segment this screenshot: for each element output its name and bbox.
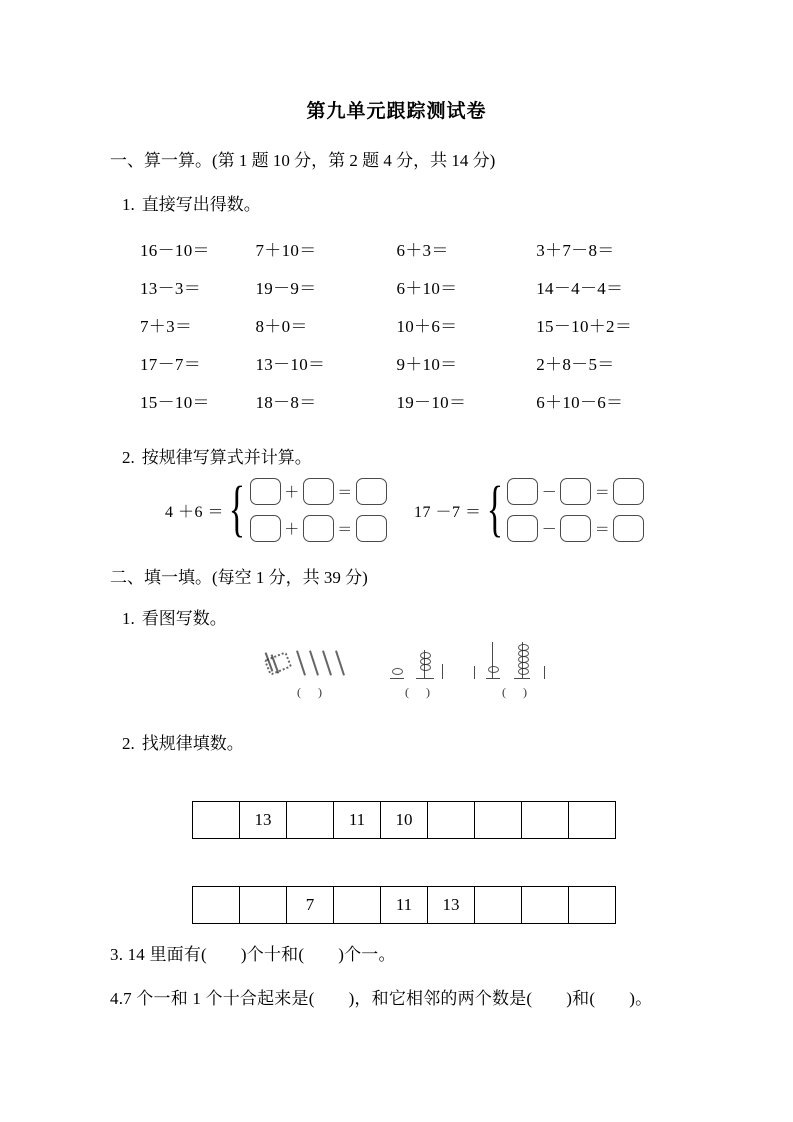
number-cell[interactable] bbox=[428, 802, 475, 838]
question-2-1-text: 看图写数。 bbox=[141, 609, 227, 628]
number-cell[interactable]: 7 bbox=[287, 887, 334, 923]
picture-answer-blank[interactable]: ( ) bbox=[297, 685, 329, 699]
picture-item-1 bbox=[258, 638, 368, 700]
brace-expression-group-1: 4 ＋6 ＝ { ＋ ＝ ＋ ＝ bbox=[165, 478, 387, 542]
number-cell[interactable] bbox=[334, 887, 381, 923]
operator-symbol: ＝ bbox=[337, 485, 353, 501]
arithmetic-problem: 13－3＝ bbox=[140, 279, 201, 298]
picture-item-3 bbox=[468, 638, 568, 700]
question-1-2-number: 2. bbox=[122, 448, 135, 467]
number-cell[interactable] bbox=[193, 887, 240, 923]
picture-answer-blank[interactable]: ( ) bbox=[502, 685, 534, 699]
number-strip-2 bbox=[192, 886, 616, 924]
number-cell[interactable]: 11 bbox=[381, 887, 428, 923]
arithmetic-problem: 2＋8－5＝ bbox=[536, 355, 615, 374]
number-cell[interactable]: 13 bbox=[240, 802, 287, 838]
question-1-1-text: 直接写出得数。 bbox=[141, 195, 261, 214]
brace-equation-row bbox=[250, 478, 387, 505]
answer-blank-box[interactable] bbox=[613, 478, 644, 505]
answer-blank-box[interactable] bbox=[356, 478, 387, 505]
arithmetic-problem: 6＋3＝ bbox=[396, 241, 449, 260]
brace-lead-expression: 4 ＋6 ＝ bbox=[165, 503, 225, 521]
arithmetic-problem: 17－7＝ bbox=[140, 355, 201, 374]
number-cell[interactable] bbox=[569, 887, 616, 923]
question-2-4-text-c: )和( bbox=[566, 989, 596, 1008]
question-1-1-number: 1. bbox=[122, 195, 135, 214]
arithmetic-problem: 18－8＝ bbox=[255, 393, 317, 412]
operator-symbol: ＝ bbox=[594, 522, 610, 538]
bead-counter-large-icon bbox=[468, 638, 568, 684]
operator-symbol: ＋ bbox=[284, 485, 300, 501]
picture-item-2 bbox=[376, 638, 466, 700]
answer-blank-box[interactable] bbox=[250, 515, 281, 542]
arithmetic-problem: 7＋10＝ bbox=[255, 241, 317, 260]
arithmetic-row bbox=[140, 274, 665, 312]
operator-symbol: ＝ bbox=[337, 522, 353, 538]
arithmetic-problem: 16－10＝ bbox=[140, 241, 210, 260]
question-2-1-number: 1. bbox=[122, 609, 135, 628]
brace-lead-expression: 17 －7 ＝ bbox=[414, 503, 482, 521]
arithmetic-problem: 8＋0＝ bbox=[255, 317, 308, 336]
number-cell[interactable] bbox=[287, 802, 334, 838]
question-2-2-heading bbox=[122, 729, 244, 754]
bundle-and-sticks-icon bbox=[258, 638, 368, 684]
page-title: 第九单元跟踪测试卷 bbox=[306, 100, 487, 122]
arithmetic-problem: 13－10＝ bbox=[255, 355, 326, 374]
arithmetic-row bbox=[140, 350, 665, 388]
bead-counter-small-icon bbox=[376, 638, 466, 684]
arithmetic-problem: 19－10＝ bbox=[396, 393, 467, 412]
arithmetic-row bbox=[140, 388, 665, 426]
question-2-3-text-a: 3. 14 里面有( bbox=[110, 945, 207, 964]
question-2-3-text-c: )个一。 bbox=[338, 945, 396, 964]
brace-row-list bbox=[507, 478, 644, 542]
number-cell[interactable] bbox=[475, 802, 522, 838]
brace-equation-row bbox=[250, 515, 387, 542]
arithmetic-row bbox=[140, 312, 665, 350]
section-two-heading: 二、填一填。(每空 1 分，共 39 分) bbox=[110, 568, 368, 587]
number-strip-1 bbox=[192, 801, 616, 839]
number-cell[interactable] bbox=[569, 802, 616, 838]
answer-blank-box[interactable] bbox=[250, 478, 281, 505]
operator-symbol: － bbox=[541, 522, 557, 538]
operator-symbol: ＋ bbox=[284, 522, 300, 538]
section-one-heading: 一、算一算。(第 1 题 10 分，第 2 题 4 分，共 14 分) bbox=[110, 151, 496, 170]
answer-blank-box[interactable] bbox=[613, 515, 644, 542]
question-1-2-text: 按规律写算式并计算。 bbox=[141, 448, 312, 467]
arithmetic-problem: 6＋10－6＝ bbox=[536, 393, 624, 412]
arithmetic-problem: 10＋6＝ bbox=[396, 317, 458, 336]
number-cell[interactable] bbox=[240, 887, 287, 923]
number-cell[interactable] bbox=[522, 802, 569, 838]
question-2-4-line bbox=[110, 984, 652, 1009]
picture-answer-blank[interactable]: ( ) bbox=[405, 685, 437, 699]
answer-blank-box[interactable] bbox=[507, 478, 538, 505]
question-1-2-heading bbox=[122, 443, 312, 468]
answer-blank-box[interactable] bbox=[303, 478, 334, 505]
question-1-1-heading bbox=[122, 190, 261, 215]
arithmetic-row bbox=[140, 236, 665, 274]
arithmetic-problem: 3＋7－8＝ bbox=[536, 241, 615, 260]
question-2-4-text-b: )，和它相邻的两个数是( bbox=[348, 989, 533, 1008]
picture-count-row bbox=[258, 638, 568, 710]
brace-row-list bbox=[250, 478, 387, 542]
brace-expression-group-2: 17 －7 ＝ { － ＝ － ＝ bbox=[414, 478, 644, 542]
number-cell[interactable] bbox=[475, 887, 522, 923]
answer-blank-box[interactable] bbox=[356, 515, 387, 542]
question-2-4-text-a: 4.7 个一和 1 个十合起来是( bbox=[110, 989, 315, 1008]
arithmetic-problem: 15－10＝ bbox=[140, 393, 210, 412]
answer-blank-box[interactable] bbox=[560, 478, 591, 505]
arithmetic-problem: 19－9＝ bbox=[255, 279, 317, 298]
answer-blank-box[interactable] bbox=[303, 515, 334, 542]
question-2-3-line bbox=[110, 940, 396, 965]
arithmetic-problem: 7＋3＝ bbox=[140, 317, 193, 336]
question-2-1-heading bbox=[122, 604, 227, 629]
operator-symbol: ＝ bbox=[594, 485, 610, 501]
arithmetic-problem: 6＋10＝ bbox=[396, 279, 458, 298]
question-2-3-text-b: )个十和( bbox=[240, 945, 305, 964]
number-cell[interactable] bbox=[193, 802, 240, 838]
arithmetic-problem-grid bbox=[140, 236, 665, 426]
operator-symbol: － bbox=[541, 485, 557, 501]
brace-equation-row bbox=[507, 515, 644, 542]
number-cell[interactable]: 13 bbox=[428, 887, 475, 923]
number-cell[interactable] bbox=[522, 887, 569, 923]
question-2-2-number: 2. bbox=[122, 734, 135, 753]
answer-blank-box[interactable] bbox=[507, 515, 538, 542]
arithmetic-problem: 14－4－4＝ bbox=[536, 279, 624, 298]
brace-equation-row bbox=[507, 478, 644, 505]
answer-blank-box[interactable] bbox=[560, 515, 591, 542]
arithmetic-problem: 9＋10＝ bbox=[396, 355, 458, 374]
arithmetic-problem: 15－10＋2＝ bbox=[536, 317, 633, 336]
number-cell[interactable]: 10 bbox=[381, 802, 428, 838]
question-2-2-text: 找规律填数。 bbox=[141, 734, 244, 753]
question-2-4-text-d: )。 bbox=[629, 989, 653, 1008]
number-cell[interactable]: 11 bbox=[334, 802, 381, 838]
